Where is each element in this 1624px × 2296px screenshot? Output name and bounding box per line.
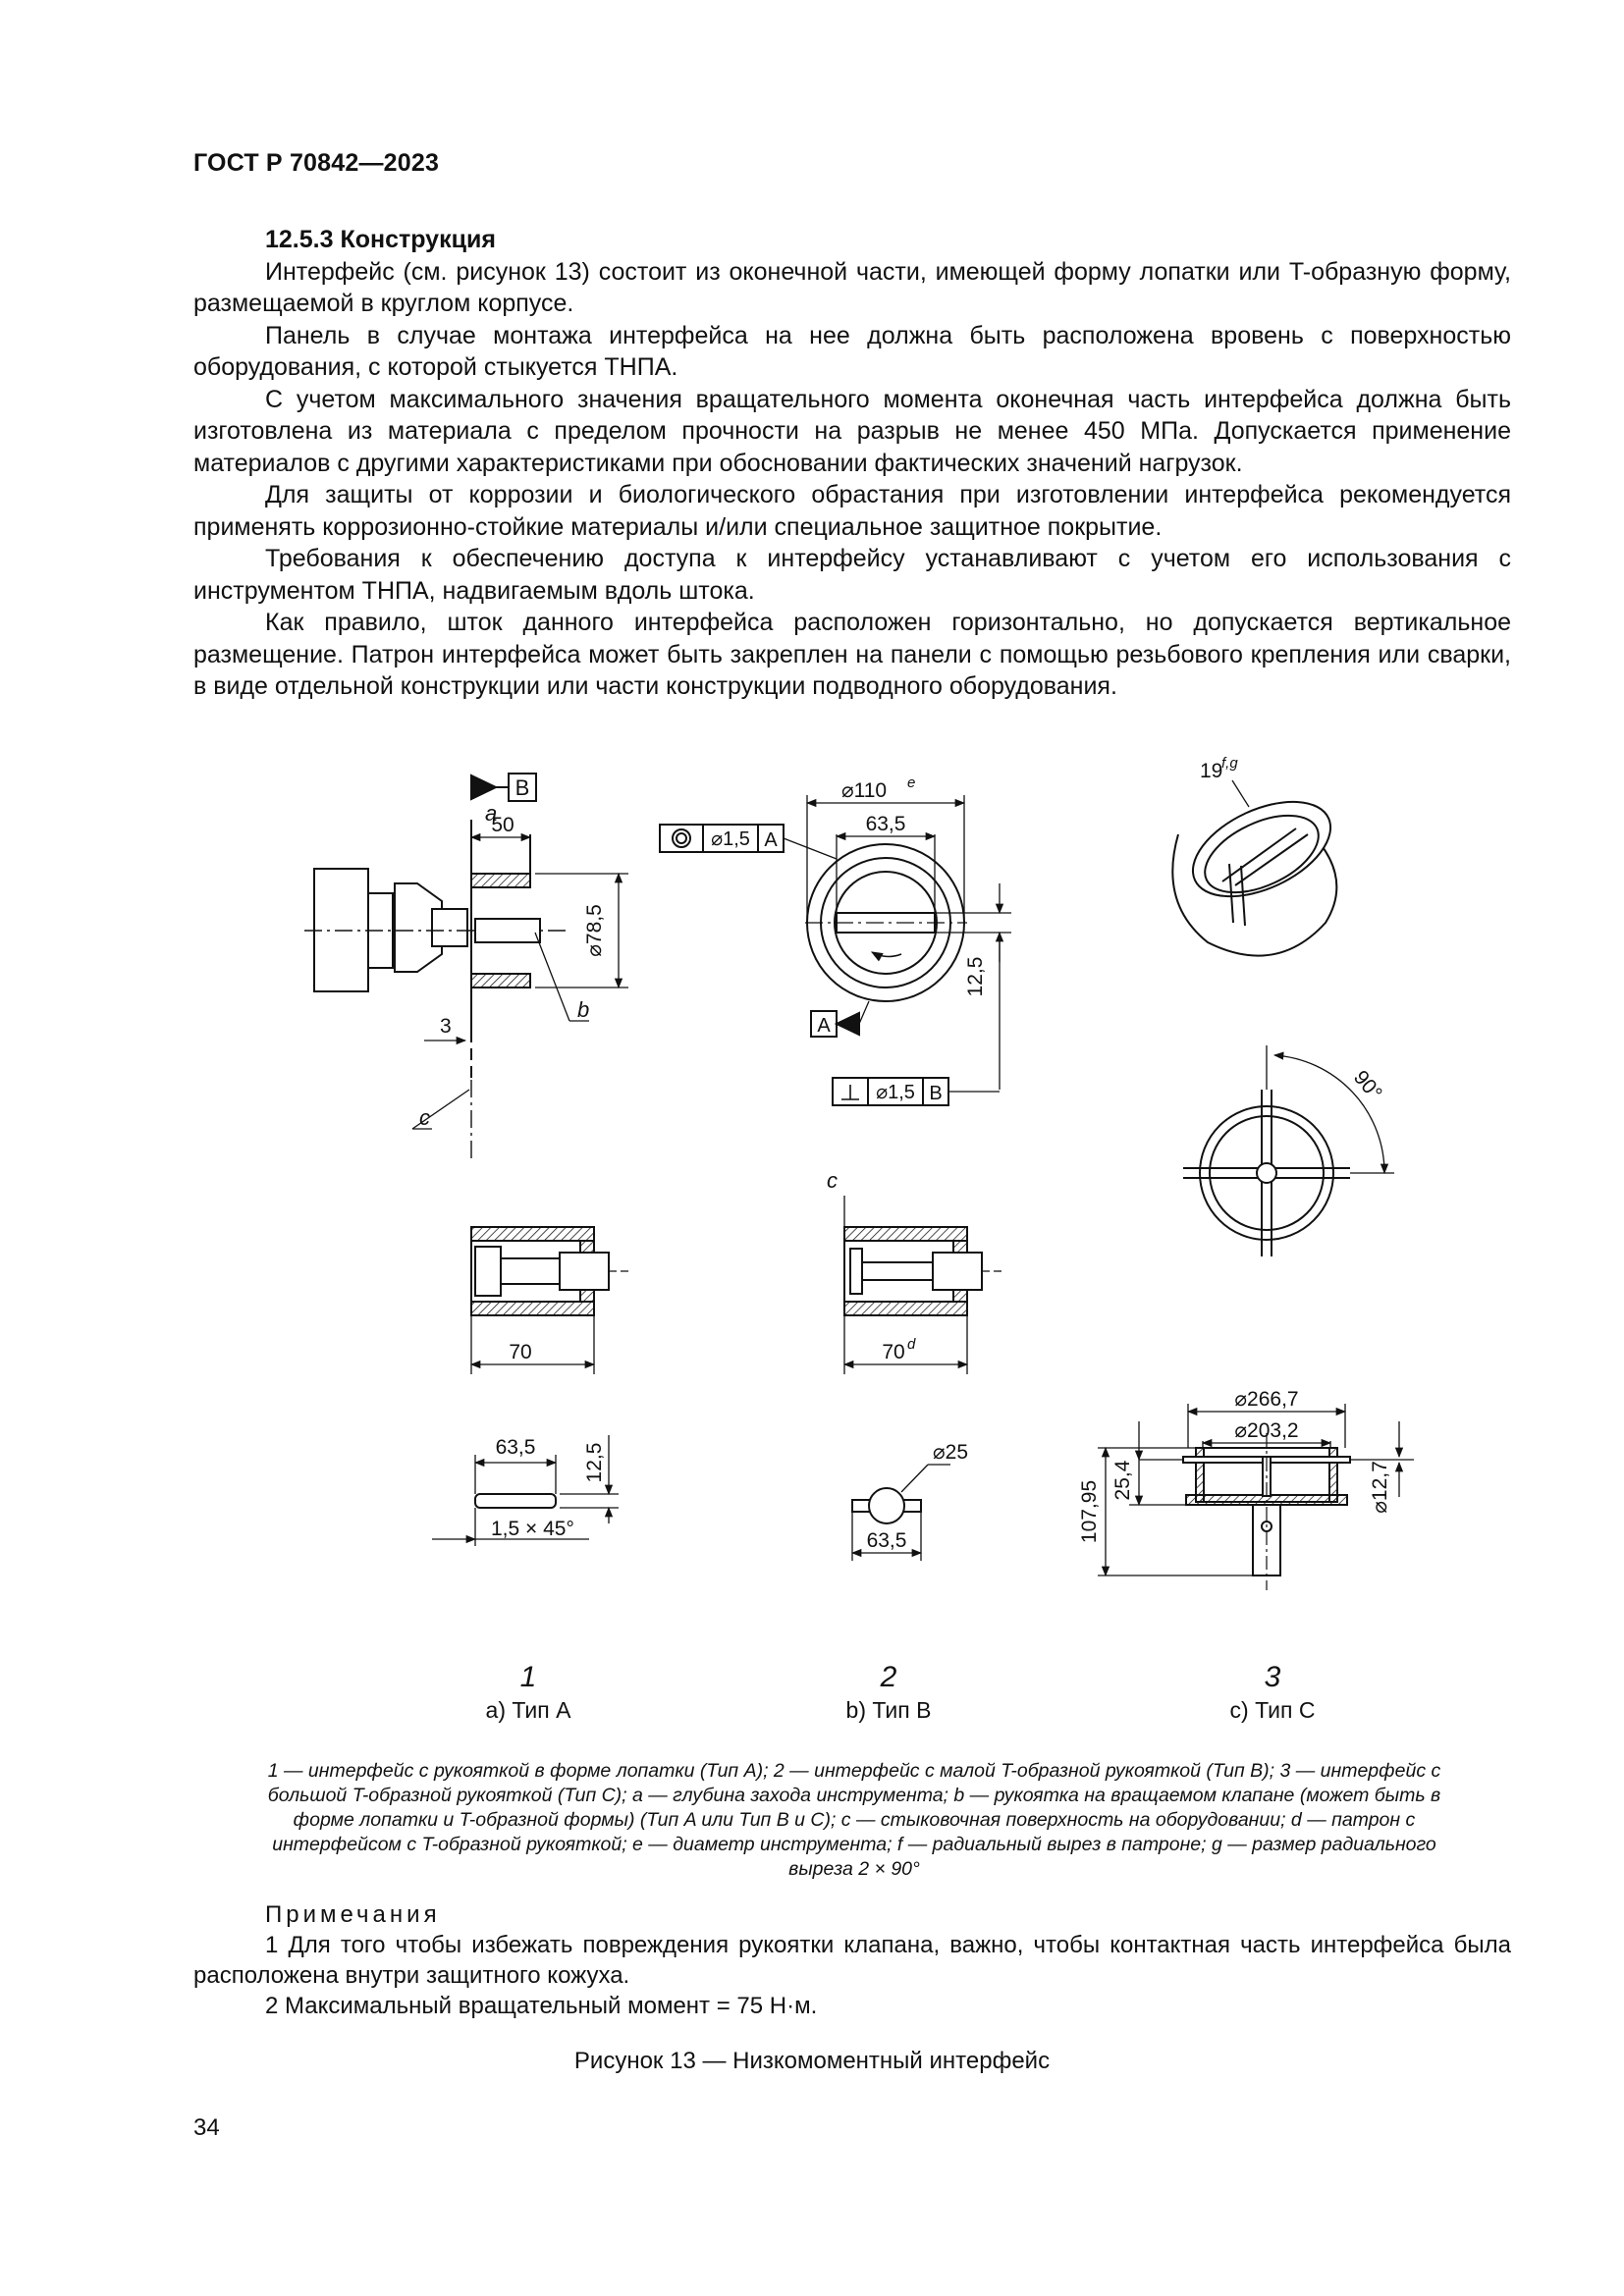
type-a-section — [471, 1227, 628, 1374]
dim-25-4: 25,4 — [1111, 1460, 1134, 1501]
note-item: 2 Максимальный вращательный момент = 75 Н·м. — [265, 1993, 818, 2019]
type-b-section — [844, 1196, 1001, 1374]
datum-b-label: B — [514, 775, 530, 800]
dim-70-a: 70 — [509, 1341, 532, 1363]
figure-caption: Рисунок 13 — Низкомоментный интерфейс — [573, 2048, 1051, 2074]
notes — [193, 1899, 1511, 2021]
item-label-3: c) Тип C — [1229, 1697, 1316, 1723]
dim-d25: ⌀25 — [933, 1441, 969, 1464]
dim-d110: ⌀110 — [840, 779, 888, 802]
dim-d78-5: ⌀78,5 — [583, 904, 606, 957]
paragraph: С учетом максимального значения вращательного момента оконечная часть интерфейса должна быть изготовлена из материала с пределом прочности на разрыв не менее 450 МПа. Допускается применение материалов с другими характеристиками при обосновании фактических значений нагрузок. — [193, 385, 1511, 477]
datum-b-ref: B — [929, 1083, 943, 1104]
sup-e: e — [907, 774, 916, 791]
dim-63-5-top: 63,5 — [865, 813, 906, 835]
sup-f-g: f,g — [1221, 755, 1238, 772]
figure-legend: 1 — интерфейс с рукояткой в форме лопатки (Тип A); 2 — интерфейс с малой T-образной рукояткой (Тип B); 3 — интерфейс с большой T-образной рукояткой (Тип C); a — глубина захода инструмента; b — рукоятка на вращаемом клапане (может быть в форме лопатки и T-образной формы) (Тип A или Тип B и C); c — стыковочная поверхность на оборудовании; d — патрон с интерфейсом с T-образной рукояткой; e — диаметр инструмента; f — радиальный вырез в патроне; g — размер радиального выреза 2 × 90° — [267, 1760, 1441, 1880]
label-a: a — [485, 801, 498, 826]
type-a-side-view — [304, 774, 628, 1158]
dim-63-5-b: 63,5 — [866, 1529, 907, 1552]
dim-12-5-mid: 12,5 — [964, 956, 987, 997]
item-number-3: 3 — [1264, 1661, 1281, 1693]
tol-concentricity: ⌀1,5 — [711, 828, 750, 850]
sup-d: d — [907, 1336, 916, 1353]
section-12-5-3 — [193, 224, 1511, 703]
datum-a: A — [817, 1015, 831, 1037]
dim-12-5-a: 12,5 — [583, 1442, 606, 1483]
label-c-2: c — [827, 1168, 838, 1193]
item-number-1: 1 — [519, 1661, 537, 1693]
dim-d203-2: ⌀203,2 — [1234, 1419, 1299, 1442]
paragraph: Для защиты от коррозии и биологического обрастания при изготовлении интерфейса рекомендуется применять коррозионно-стойкие материалы и/или специальное защитное покрытие. — [193, 481, 1511, 541]
paragraph: Как правило, шток данного интерфейса расположен горизонтально, но допускается вертикальное размещение. Патрон интерфейса может быть закреплен на панели с помощью резьбового крепления или сварки, в виде отдельной конструкции или части конструкции подводного оборудования. — [193, 609, 1511, 700]
note-item: 1 Для того чтобы избежать повреждения рукоятки клапана, важно, чтобы контактная часть интерфейса была расположена внутри защитного кожуха. — [193, 1932, 1511, 1989]
dim-d266-7: ⌀266,7 — [1234, 1388, 1299, 1411]
dim-19: 19 — [1200, 760, 1223, 782]
item-label-1: a) Тип A — [485, 1697, 571, 1723]
label-c: c — [419, 1105, 430, 1130]
datum-a-ref: A — [764, 829, 778, 851]
label-b: b — [577, 997, 590, 1022]
figure-13 — [0, 726, 1624, 1747]
angle-90: 90° — [1348, 1066, 1386, 1105]
dim-chamfer: 1,5 × 45° — [491, 1518, 574, 1540]
dim-107-95: 107,95 — [1078, 1479, 1101, 1544]
item-label-2: b) Тип B — [845, 1697, 932, 1723]
dim-3: 3 — [440, 1015, 452, 1038]
item-number-2: 2 — [880, 1661, 897, 1693]
technical-drawing — [0, 726, 1624, 1747]
paragraph: Панель в случае монтажа интерфейса на нее должна быть расположена вровень с поверхностью оборудования, с которой стыкуется ТНПА. — [193, 321, 1511, 381]
paragraph: Требования к обеспечению доступа к интерфейсу устанавливают с учетом его использования с инструментом ТНПА, надвигаемым вдоль штока. — [193, 545, 1511, 605]
section-heading: 12.5.3 Конструкция — [265, 226, 496, 253]
type-c-isometric — [1172, 780, 1345, 956]
tol-perpendicularity: ⌀1,5 — [876, 1082, 915, 1103]
paragraph: Интерфейс (см. рисунок 13) состоит из оконечной части, имеющей форму лопатки или T-образную форму, размещаемой в круглом корпусе. — [193, 257, 1511, 317]
dim-63-5-a: 63,5 — [495, 1436, 536, 1459]
document-header: ГОСТ Р 70842—2023 — [193, 149, 440, 177]
dim-70-d: 70 — [882, 1341, 905, 1363]
dim-d12-7: ⌀12,7 — [1369, 1461, 1391, 1514]
notes-heading: Примечания — [265, 1901, 441, 1928]
dim-50: 50 — [491, 814, 514, 836]
page-number: 34 — [193, 2114, 220, 2141]
